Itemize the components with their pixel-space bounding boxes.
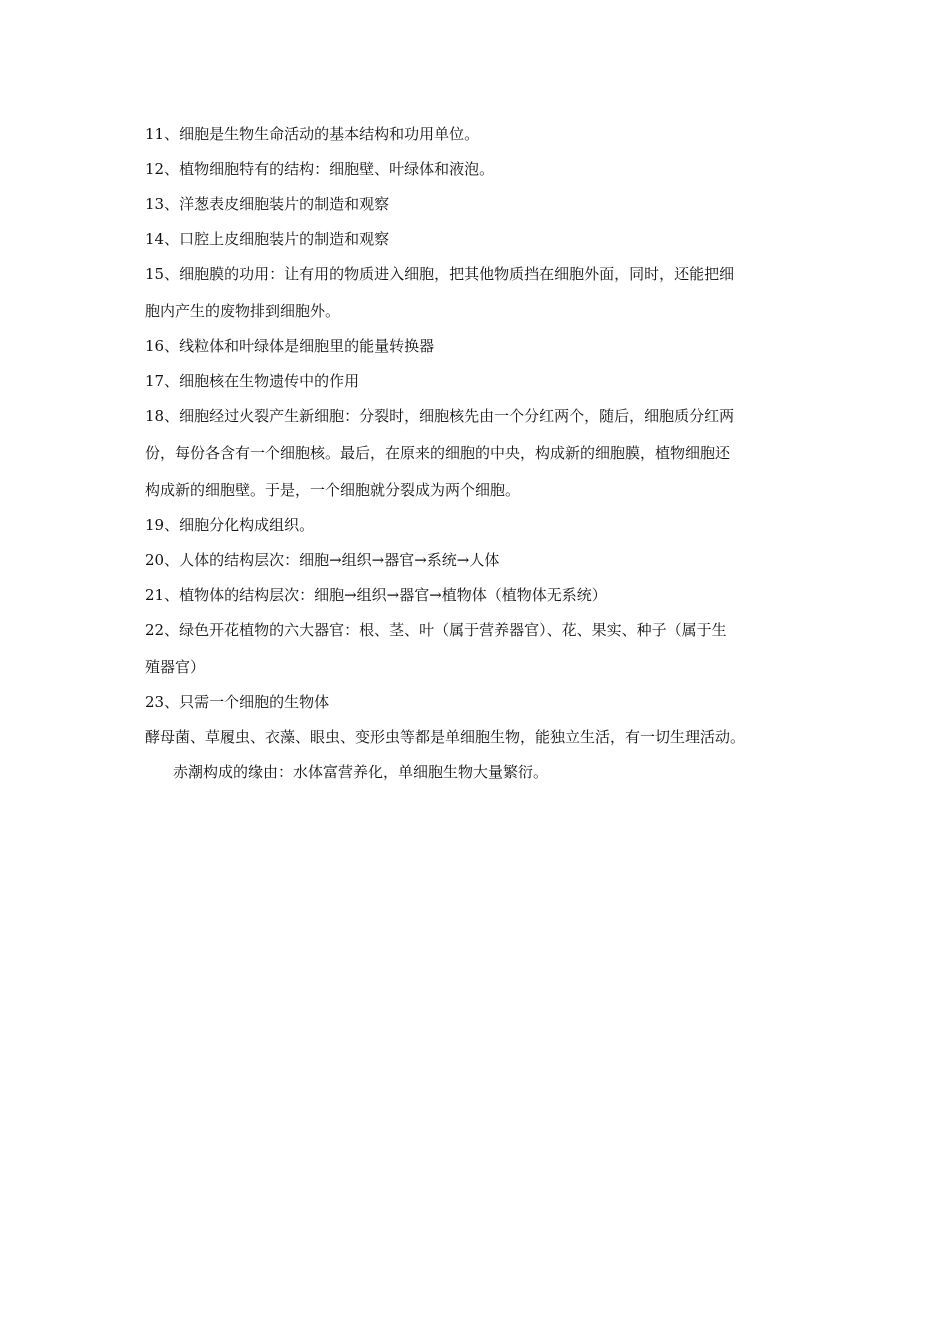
text-line-23: 23、只需一个细胞的生物体: [145, 693, 330, 711]
text-line-12: 12、植物细胞特有的结构：细胞壁、叶绿体和液泡。: [145, 160, 495, 178]
text-line-15-cont: 胞内产生的废物排到细胞外。: [145, 302, 341, 320]
text-line-19: 19、细胞分化构成组织。: [145, 516, 315, 534]
text-line-18-cont-1: 份，每份各含有一个细胞核。最后，在原来的细胞的中央，构成新的细胞膜，植物细胞还: [145, 444, 731, 462]
text-line-22: 22、绿色开花植物的六大器官：根、茎、叶（属于营养器官）、花、果实、种子（属于生: [145, 621, 727, 639]
text-line-20: 20、人体的结构层次：细胞→组织→器官→系统→人体: [145, 551, 500, 569]
document-body: [145, 124, 817, 797]
text-line-15: 15、细胞膜的功用：让有用的物质进入细胞，把其他物质挡在细胞外面，同时，还能把细: [145, 265, 735, 283]
text-line-13: 13、洋葱表皮细胞装片的制造和观察: [145, 195, 390, 213]
text-line-18: 18、细胞经过火裂产生新细胞：分裂时，细胞核先由一个分红两个，随后，细胞质分红两: [145, 407, 735, 425]
text-line-22-cont: 殖器官）: [145, 658, 206, 676]
text-line-11: 11、细胞是生物生命活动的基本结构和功用单位。: [145, 125, 480, 143]
text-line-red-tide: 赤潮构成的缘由：水体富营养化，单细胞生物大量繁衍。: [173, 763, 549, 781]
text-line-23-detail: 酵母菌、草履虫、衣藻、眼虫、变形虫等都是单细胞生物，能独立生活，有一切生理活动。: [145, 728, 746, 746]
text-line-17: 17、细胞核在生物遗传中的作用: [145, 372, 360, 390]
text-line-14: 14、口腔上皮细胞装片的制造和观察: [145, 230, 390, 248]
text-line-16: 16、线粒体和叶绿体是细胞里的能量转换器: [145, 337, 435, 355]
text-line-21: 21、植物体的结构层次：细胞→组织→器官→植物体（植物体无系统）: [145, 586, 607, 604]
text-line-18-cont-2: 构成新的细胞壁。于是，一个细胞就分裂成为两个细胞。: [145, 481, 521, 499]
